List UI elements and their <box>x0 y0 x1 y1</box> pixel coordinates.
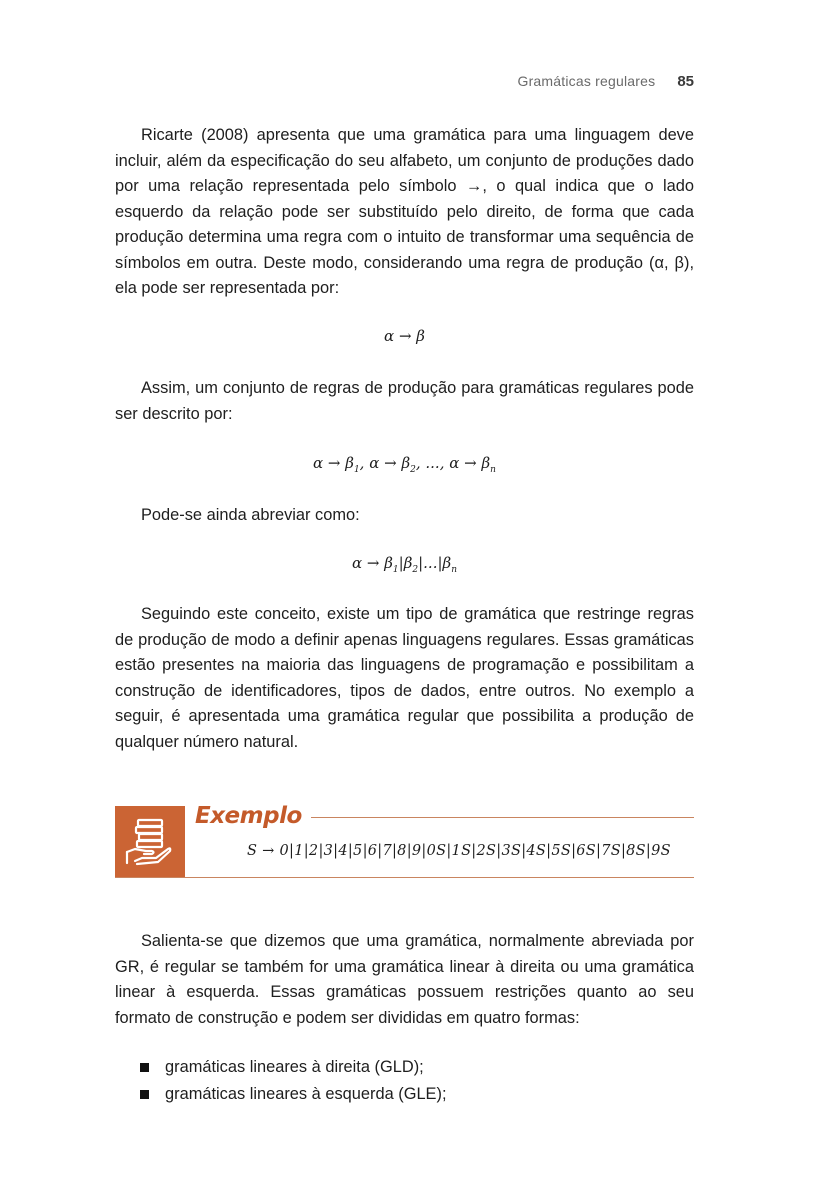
formula-subscript: 1 <box>392 565 399 575</box>
formula-subscript: 1 <box>353 465 360 475</box>
formula-subscript: n <box>451 565 457 575</box>
paragraph-salienta: Salienta-se que dizemos que uma gramática, normalmente abreviada por GR, é regular se também for uma gramática linear à direita ou uma gramática linear à esquerda. Essas gramáticas possuem restrições quanto ao seu formato de construção e podem ser divididas em quatro formas: <box>115 932 694 1027</box>
formula-arrow: → <box>398 327 412 345</box>
list-item <box>140 1054 447 1081</box>
running-title: Gramáticas regulares <box>517 73 656 89</box>
example-divider-bottom <box>115 877 694 878</box>
formula-part: α → β <box>313 454 354 472</box>
formula-lhs: α <box>384 327 395 345</box>
formula-rule-set <box>115 454 694 475</box>
formula-subscript: 2 <box>410 465 416 475</box>
page-number: 85 <box>677 73 694 90</box>
list-item-text: gramáticas lineares à direita (GLD); <box>165 1058 424 1076</box>
bullet-square-icon <box>140 1090 149 1099</box>
paragraph-assim: Assim, um conjunto de regras de produção para gramáticas regulares pode ser descrito por: <box>115 379 694 423</box>
list-item <box>140 1081 447 1108</box>
formula-part: , α → β <box>359 454 411 472</box>
formula-subscript: n <box>490 465 496 475</box>
bullet-list <box>140 1054 447 1108</box>
formula-subscript: 2 <box>412 565 419 575</box>
example-icon-box <box>115 806 185 877</box>
hand-holding-books-icon <box>124 816 176 868</box>
formula-production-rule <box>115 327 694 345</box>
paragraph-ricarte: Ricarte (2008) apresenta que uma gramática para uma linguagem deve incluir, além da especificação do seu alfabeto, um conjunto de produções dado por uma relação representada pelo símbolo →, o qual indica que o lado esquerdo da relação pode ser substituído pelo direito, de forma que cada produção determina uma regra com o intuito de transformar uma sequência de símbolos em outra. Deste modo, considerando uma regra de produção (α, β), ela pode ser representada por: <box>115 126 694 297</box>
example-formula: S → 0|1|2|3|4|5|6|7|8|9|0S|1S|2S|3S|4S|5S|6S|7S|8S|9S <box>247 843 671 859</box>
list-item-text: gramáticas lineares à esquerda (GLE); <box>165 1085 447 1103</box>
example-title: Exemplo <box>195 803 302 829</box>
formula-part: α → β <box>352 554 393 572</box>
example-box <box>115 803 694 878</box>
formula-part: |...|β <box>418 554 452 572</box>
formula-rhs: β <box>416 327 425 345</box>
bullet-square-icon <box>140 1063 149 1072</box>
paragraph-abreviar: Pode-se ainda abreviar como: <box>141 506 360 524</box>
formula-part: , ..., α → β <box>415 454 491 472</box>
example-divider-top <box>311 817 694 818</box>
formula-abbreviated <box>115 554 694 575</box>
formula-part: |β <box>398 554 413 572</box>
running-head <box>460 73 694 90</box>
paragraph-seguindo: Seguindo este conceito, existe um tipo de gramática que restringe regras de produção de modo a definir apenas linguagens regulares. Essas gramáticas estão presentes na maioria das linguagens de programação e possibilitam a construção de identificadores, tipos de dados, entre outros. No exemplo a seguir, é apresentada uma gramática regular que possibilita a produção de qualquer número natural. <box>115 605 694 751</box>
